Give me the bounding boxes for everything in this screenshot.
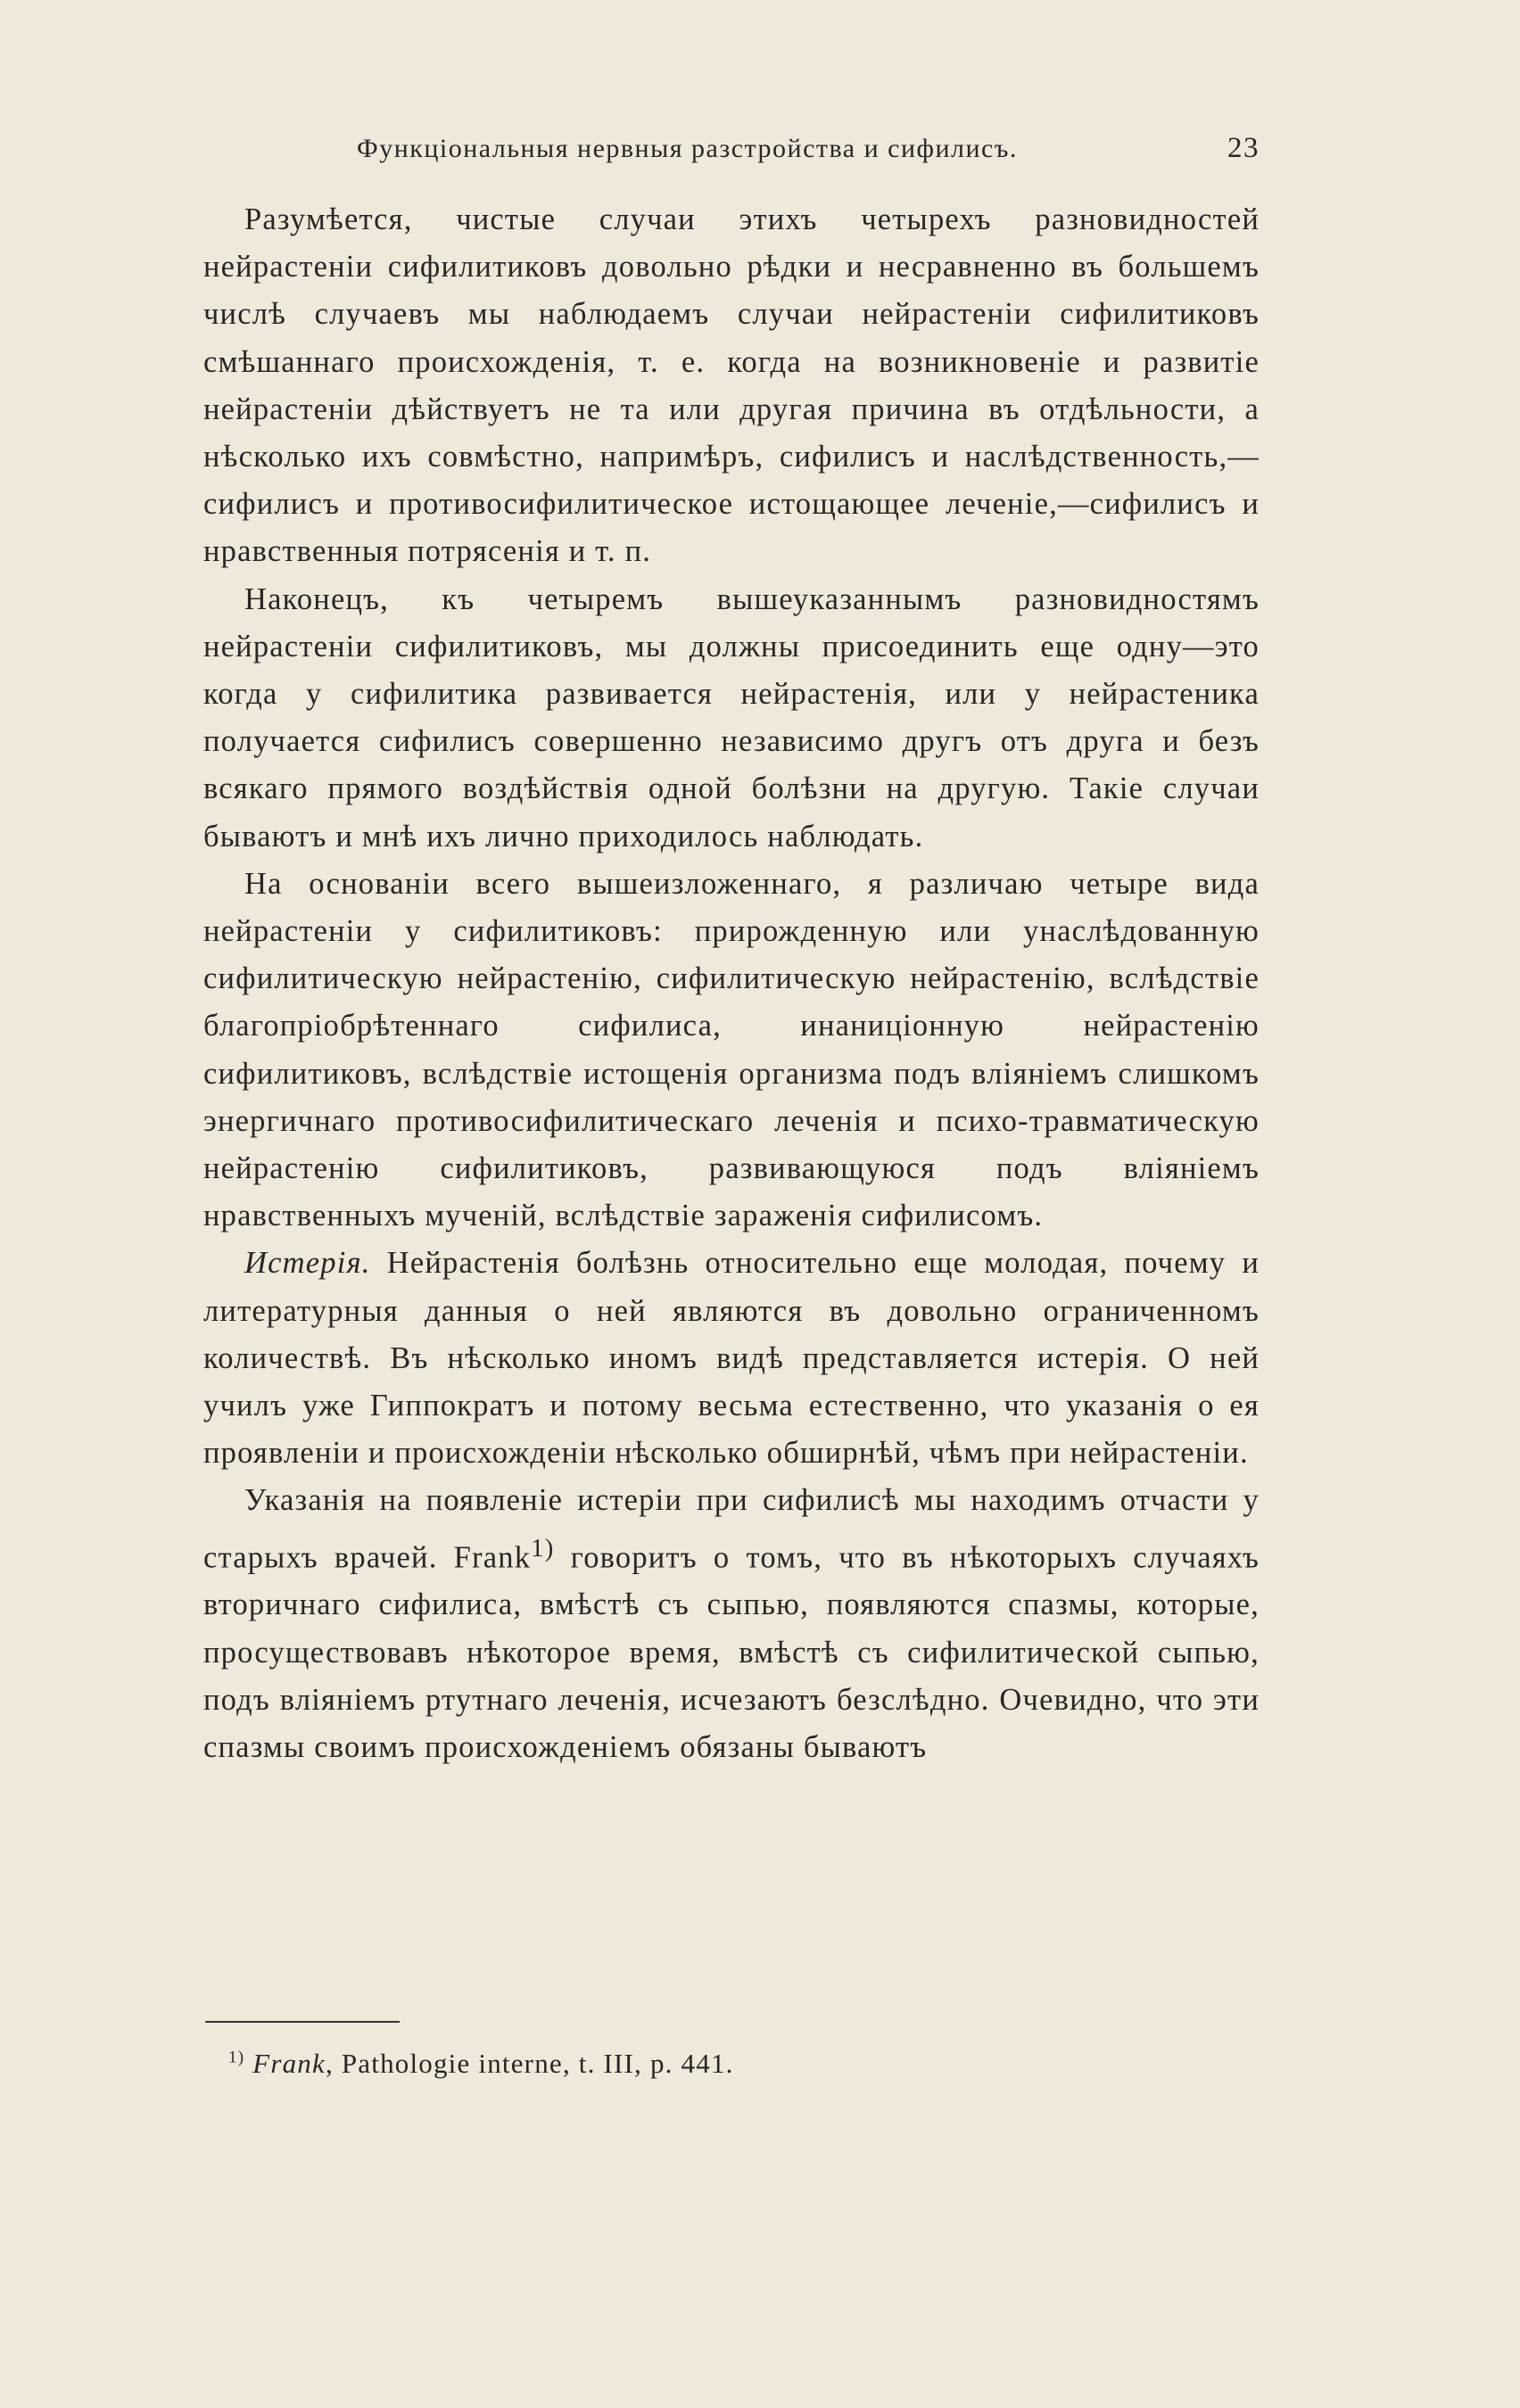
running-title: Функціональныя нервныя разстройства и сифилисъ. [357, 134, 1018, 163]
footnote-reference: 1) [531, 1533, 555, 1563]
paragraph-text-start: Указанія на появленіе истеріи при сифилисѣ мы находимъ отчасти у старыхъ врачей. Frank [203, 1483, 1260, 1575]
section-heading-hysteria: Истерія. [244, 1246, 371, 1281]
footnote-marker: 1) [228, 2048, 245, 2067]
paragraph-hysteria-syphilis [203, 1477, 1260, 1771]
footnote-divider [205, 2021, 400, 2023]
footnote-author: Frank [252, 2048, 326, 2079]
hysteria-text: Нейрастенія болѣзнь относительно еще молодая, почему и литературныя данныя о ней являются въ довольно ограниченномъ количествѣ. Въ нѣсколько иномъ видѣ представляется истерія. О ней училъ уже Гиппократъ и потому весьма естественно, что указанія о ея проявленіи и происхожденіи нѣсколько обширнѣй, чѣмъ при нейрастеніи. [203, 1246, 1260, 1471]
paragraph-four-types: На основаніи всего вышеизложеннаго, я различаю четыре вида нейрастеніи у сифилитиковъ: прирожденную или унаслѣдованную сифилитическую нейрастенію, сифилитическую нейрастенію, вслѣдствіе благопріобрѣтеннаго сифилиса, инаниціонную нейрастенію сифилитиковъ, вслѣдствіе истощенія организма подъ вліяніемъ слишкомъ энергичнаго противосифилитическаго леченія и психо-травматическую нейрастенію сифилитиковъ, развивающуюся подъ вліяніемъ нравственныхъ мученій, вслѣдствіе зараженія сифилисомъ. [203, 866, 1260, 1233]
paragraph-independent-cases: Наконецъ, къ четыремъ вышеуказаннымъ разновидностямъ нейрастеніи сифилитиковъ, мы должны присоединить еще одну—это когда у сифилитика развивается нейрастенія, или у нейрастеника получается сифилисъ совершенно независимо другъ отъ друга и безъ всякаго прямого воздѣйствія одной болѣзни на другую. Такіе случаи бываютъ и мнѣ ихъ лично приходилось наблюдать. [203, 581, 1260, 854]
page-number: 23 [1227, 132, 1260, 164]
paragraph-hysteria [203, 1240, 1260, 1477]
footnote-text: , Pathologie interne, t. III, p. 441. [325, 2048, 734, 2079]
main-text [203, 196, 1260, 1771]
paragraph-text-end: говоритъ о томъ, что въ нѣкоторыхъ случаяхъ вторичнаго сифилиса, вмѣстѣ съ сыпью, появляются спазмы, которые, просуществовавъ нѣкоторое время, вмѣстѣ съ сифилитической сыпью, подъ вліяніемъ ртутнаго леченія, исчезаютъ безслѣдно. Очевидно, что эти спазмы своимъ происхожденіемъ обязаны бываютъ [203, 1540, 1260, 1764]
paragraph-mixed-cases: Разумѣется, чистые случаи этихъ четырехъ разновидностей нейрастеніи сифилитиковъ довольно рѣдки и несравненно въ большемъ числѣ случаевъ мы наблюдаемъ случаи нейрастеніи сифилитиковъ смѣшаннаго происхожденія, т. е. когда на возникновеніе и развитіе нейрастеніи дѣйствуетъ не та или другая причина въ отдѣльности, а нѣсколько ихъ совмѣстно, напримѣръ, сифилисъ и наслѣдственность,—сифилисъ и противосифилитическое истощающее леченіе,—сифилисъ и нравственныя потрясенія и т. п. [203, 202, 1260, 569]
footnote [228, 2048, 1254, 2080]
